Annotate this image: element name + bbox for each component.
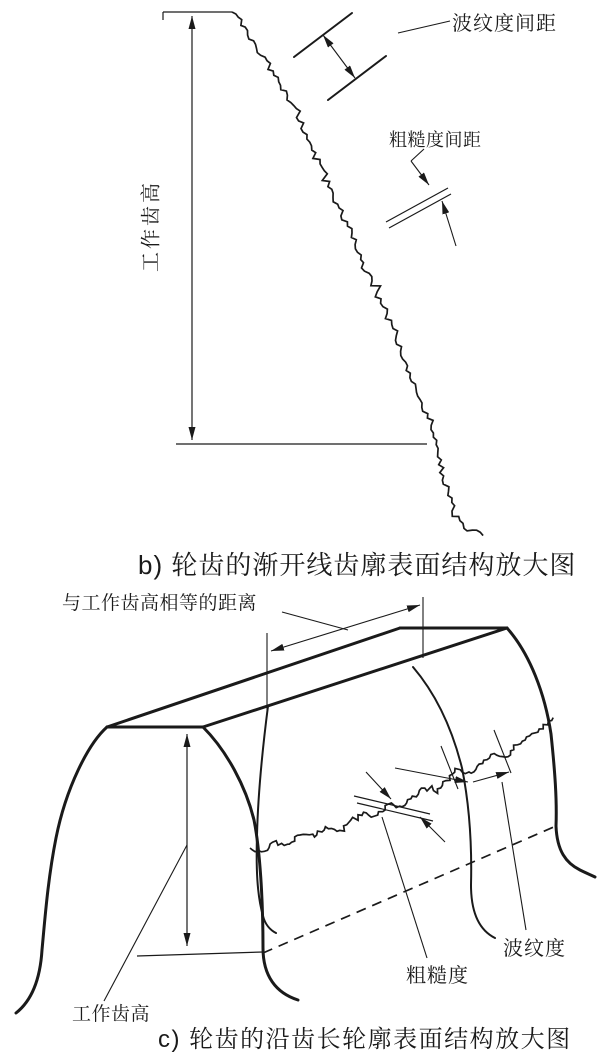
figure-c-caption: c) 轮齿的沿齿长轮廓表面结构放大图 bbox=[158, 1026, 572, 1053]
near-right-flank bbox=[203, 727, 298, 1000]
distance-leader bbox=[282, 612, 348, 630]
waviness-spacing-boundary-2 bbox=[328, 56, 386, 100]
waviness-tick-2 bbox=[494, 730, 511, 773]
working-tooth-height-label-c: 工作齿高 bbox=[72, 1004, 151, 1025]
root-base-line bbox=[137, 952, 263, 956]
tooth-profile-curve bbox=[232, 12, 483, 536]
waviness-leader bbox=[502, 782, 526, 930]
profile-rib-1 bbox=[257, 706, 276, 933]
roughness-spacing-leader bbox=[411, 149, 424, 161]
roughness-spacing-lower-arrow bbox=[442, 201, 456, 246]
figure-b bbox=[138, 12, 576, 580]
waviness-arrow-2 bbox=[473, 772, 509, 782]
roughness-spacing-label: 粗糙度间距 bbox=[389, 130, 482, 150]
working-tooth-height-label-b: 工作齿高 bbox=[140, 180, 163, 272]
waviness-spacing-arrow bbox=[323, 35, 355, 78]
waviness-spacing-leader bbox=[398, 21, 450, 33]
roughness-upper-arrow bbox=[366, 772, 391, 799]
roughness-spacing-line-1 bbox=[386, 188, 448, 222]
distance-label: 与工作齿高相等的距离 bbox=[62, 593, 258, 614]
waviness-spacing-label: 波纹度间距 bbox=[452, 13, 557, 35]
roughness-label: 粗糙度 bbox=[406, 965, 469, 987]
height-leader bbox=[104, 845, 187, 1001]
surface-texture-band bbox=[250, 718, 553, 852]
near-left-flank bbox=[16, 727, 107, 1013]
roughness-spacing-upper-arrow bbox=[411, 161, 429, 185]
figure-c bbox=[16, 592, 595, 1053]
waviness-label: 波纹度 bbox=[503, 938, 566, 960]
far-right-flank bbox=[507, 628, 595, 877]
roughness-spacing-line-2 bbox=[389, 194, 451, 228]
figure-b-caption: b) 轮齿的渐开线齿廓表面结构放大图 bbox=[138, 550, 577, 580]
profile-rib-2 bbox=[413, 667, 495, 938]
roughness-leader bbox=[382, 817, 427, 958]
waviness-arrow-1 bbox=[395, 768, 468, 782]
